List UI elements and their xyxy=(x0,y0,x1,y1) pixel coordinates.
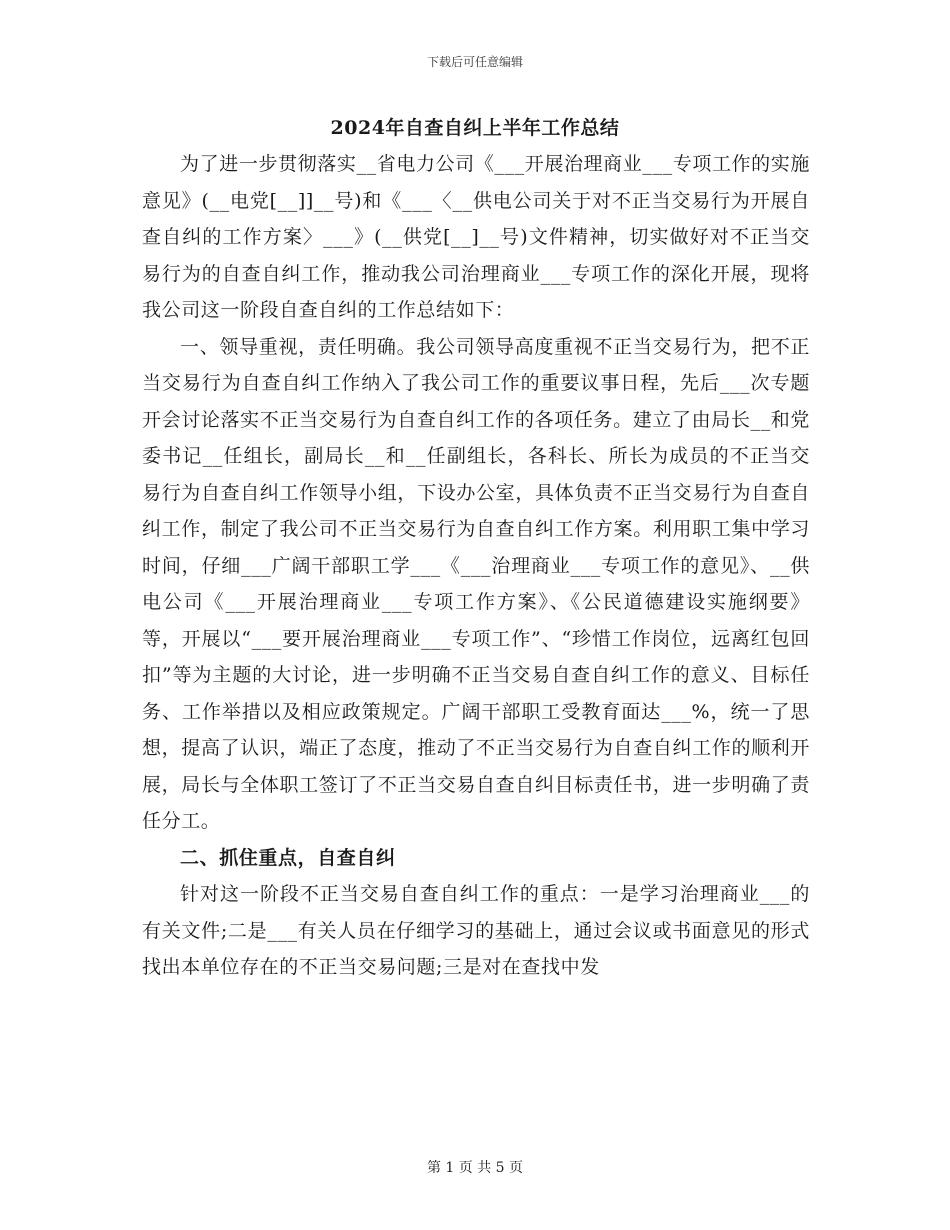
header-note: 下载后可任意编辑 xyxy=(426,55,523,69)
paragraph-section-1: 一、领导重视，责任明确。我公司领导高度重视不正当交易行为，把不正当交易行为自查自纠工作纳入了我公司工作的重要议事日程，先后___次专题开会讨论落实不正当交易行为自查自纠工作的各项任务。建立了由局长__和党委书记__任组长，副局长__和__任副组长，各科长、所长为成员的不正当交易行为自查自纠工作领导小组，下设办公室，具体负责不正当交易行为自查自纠工作，制定了我公司不正当交易行为自查自纠工作方案。利用职工集中学习时间，仔细___广阔干部职工学___《___治理商业___专项工作的意见》、__供电公司《___开展治理商业___专项工作方案》、《公民道德建设实施纲要》等，开展以“___要开展治理商业___专项工作”、“珍惜工作岗位，远离红包回扣”等为主题的大讨论，进一步明确不正当交易自查自纠工作的意义、目标任务、工作举措以及相应政策规定。广阔干部职工受教育面达___%，统一了思想，提高了认识，端正了态度，推动了不正当交易行为自查自纠工作的顺利开展，局长与全体职工签订了不正当交易自查自纠目标责任书，进一步明确了责任分工。 xyxy=(142,335,810,832)
document-body xyxy=(142,146,810,986)
page-number-footer: 第 1 页 共 5 页 xyxy=(426,1160,524,1176)
document-title: 2024年自查自纠上半年工作总结 xyxy=(330,117,620,139)
paragraph-section-2: 针对这一阶段不正当交易自查自纠工作的重点：一是学习治理商业___的有关文件;二是___有关人员在仔细学习的基础上，通过会议或书面意见的形式找出本单位存在的不正当交易问题;三是对在查找中发 xyxy=(142,883,810,978)
section-heading-2: 二、抓住重点，自查自纠 xyxy=(180,846,396,869)
paragraph-intro: 为了进一步贯彻落实__省电力公司《___开展治理商业___专项工作的实施意见》(__电党[__]]__号)和《___〈__供电公司关于对不正当交易行为开展自查自纠的工作方案〉___》(__供党[__]__号)文件精神，切实做好对不正当交易行为的自查自纠工作，推动我公司治理商业___专项工作的深化开展，现将我公司这一阶段自查自纠的工作总结如下： xyxy=(142,153,810,321)
